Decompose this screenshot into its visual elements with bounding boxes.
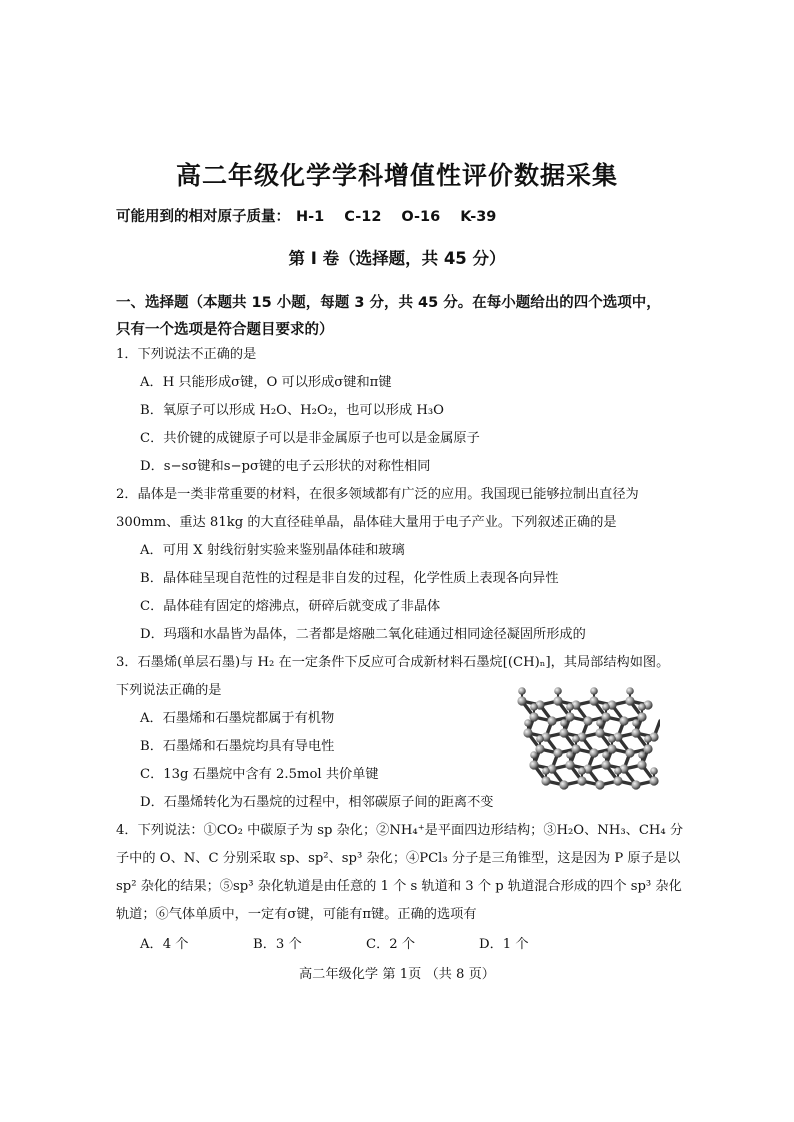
carbon-atom [547,716,556,725]
carbon-atom [535,744,544,753]
hydrogen-atom [530,703,538,711]
question-3-option-b: B．石墨烯和石墨烷均具有导电性 [140,739,335,754]
hydrogen-atom [578,767,586,775]
hydrogen-atom [632,719,640,727]
atomic-mass-h: H-1 [296,209,325,225]
question-2-option-d: D．玛瑙和水晶皆为晶体，二者都是熔融二氧化硅通过相同途径凝固所形成的 [140,627,586,642]
carbon-atom [637,760,646,769]
question-1-option-a: A．H 只能形成σ键，O 可以形成σ键和π键 [140,375,392,390]
question-2-option-a: A．可用 X 射线衍射实验来鉴别晶体硅和玻璃 [140,543,405,558]
hydrogen-atom [542,767,550,775]
carbon-atom [619,716,628,725]
question-1-option-c: C．共价键的成键原子可以是非金属原子也可以是金属原子 [140,431,480,446]
question-2-option-c: C．晶体硅有固定的熔沸点，研碎后就变成了非晶体 [140,599,441,614]
question-1-stem: 1．下列说法不正确的是 [116,347,257,362]
hydrogen-atom [638,703,646,711]
hydrogen-atom [536,735,544,743]
question-3-option-c: C．13g 石墨烷中含有 2.5mol 共价单键 [140,767,379,782]
carbon-atom [601,712,610,721]
part1-instructions [116,290,686,344]
atomic-mass-o: O-16 [401,209,441,225]
hydrogen-atom [530,751,538,759]
hydrogen-atom [626,687,634,695]
carbon-atom [643,744,652,753]
hydrogen-atom [524,719,532,727]
carbon-atom [637,712,646,721]
carbon-atom [565,712,574,721]
hydrogen-atom [644,735,652,743]
carbon-atom [601,760,610,769]
question-2-option-b: B．晶体硅呈现自范性的过程是非自发的过程，化学性质上表现各向异性 [140,571,559,586]
carbon-atom [613,776,622,785]
carbon-atom [595,728,604,737]
carbon-atom [571,744,580,753]
question-4-stem-line3: sp² 杂化的结果；⑤sp³ 杂化轨道是由任意的 1 个 s 轨道和 3 个 p 轨道混合形成的四个 sp³ 杂化 [116,879,682,894]
hydrogen-atom [560,719,568,727]
section-title: 第 I 卷（选择题，共 45 分） [288,249,506,268]
hydrogen-atom [650,767,658,775]
question-4-option-b: B．3 个 [253,937,302,952]
hydrogen-atom [638,751,646,759]
carbon-atom [529,760,538,769]
carbon-atom [631,728,640,737]
carbon-atom [625,748,634,757]
question-4-stem-line4: 轨道；⑥气体单质中，一定有σ键，可能有π键。正确的选项有 [116,907,477,922]
page-footer: 高二年级化学 第 1页 （共 8 页） [299,967,495,982]
question-3-stem-line1: 3．石墨烯(单层石墨)与 H₂ 在一定条件下反应可合成新材料石墨烷[(CH)ₙ]，其局部结构如图。 [116,655,670,670]
question-4-stem-line2: 子中的 O、N、C 分别采取 sp、sp²、sp³ 杂化；④PCl₃ 分子是三角锥型，这是因为 P 原子是以 [116,851,681,866]
question-3-option-a: A．石墨烯和石墨烷都属于有机物 [140,711,335,726]
carbon-atom [625,696,634,705]
hydrogen-atom [590,687,598,695]
hydrogen-atom [554,687,562,695]
carbon-atom [529,712,538,721]
question-4-option-a: A．4 个 [140,937,189,952]
atomic-masses [116,205,516,226]
atomic-masses-label: 可能用到的相对原子质量： [116,209,290,225]
carbon-atom [595,780,604,789]
graphane-structure-figure [514,683,660,794]
carbon-atom [565,760,574,769]
question-3-option-d: D．石墨烯转化为石墨烷的过程中，相邻碳原子间的距离不变 [140,795,494,810]
question-2-stem-line1: 2．晶体是一类非常重要的材料，在很多领域都有广泛的应用。我国现已能够拉制出直径为 [116,487,639,502]
carbon-atom [589,696,598,705]
question-3-stem-line2: 下列说法正确的是 [116,683,222,698]
atomic-mass-c: C-12 [344,209,382,225]
question-4-option-d: D．1 个 [479,937,529,952]
hydrogen-atom [602,751,610,759]
hydrogen-atom [572,735,580,743]
carbon-atom [631,780,640,789]
question-4-stem-line1: 4．下列说法：①CO₂ 中碳原子为 sp 杂化；②NH₄⁺是平面四边形结构；③H₂O、NH₃、CH₄ 分 [116,823,684,838]
hydrogen-atom [596,719,604,727]
part1-line2: 只有一个选项是符合题目要求的） [116,322,334,338]
question-4-options [140,933,592,952]
hydrogen-atom [518,687,526,695]
hydrogen-atom [608,735,616,743]
carbon-atom [583,716,592,725]
carbon-atom [553,748,562,757]
hydrogen-atom [602,703,610,711]
question-2-stem-line2: 300mm、重达 81kg 的大直径硅单晶，晶体硅大量用于电子产业。下列叙述正确的是 [116,515,617,530]
atomic-mass-k: K-39 [460,209,497,225]
carbon-atom [523,728,532,737]
carbon-atom [589,748,598,757]
hydrogen-atom [566,703,574,711]
carbon-atom [559,780,568,789]
hydrogen-atom [614,767,622,775]
page-title: 高二年级化学学科增值性评价数据采集 [175,161,618,190]
carbon-atom [559,728,568,737]
carbon-atom [607,744,616,753]
part1-line1: 一、选择题（本题共 15 小题，每题 3 分，共 45 分。在每小题给出的四个选项中， [116,295,661,311]
question-1-option-d: D．s−sσ键和s−pσ键的电子云形状的对称性相同 [140,459,431,474]
carbon-atom [649,776,658,785]
question-4-option-c: C．2 个 [366,937,416,952]
carbon-atom [541,776,550,785]
question-1-option-b: B．氧原子可以形成 H₂O、H₂O₂，也可以形成 H₃O [140,403,444,418]
carbon-atom [577,776,586,785]
carbon-atom [517,696,526,705]
hydrogen-atom [566,751,574,759]
carbon-atom [553,696,562,705]
